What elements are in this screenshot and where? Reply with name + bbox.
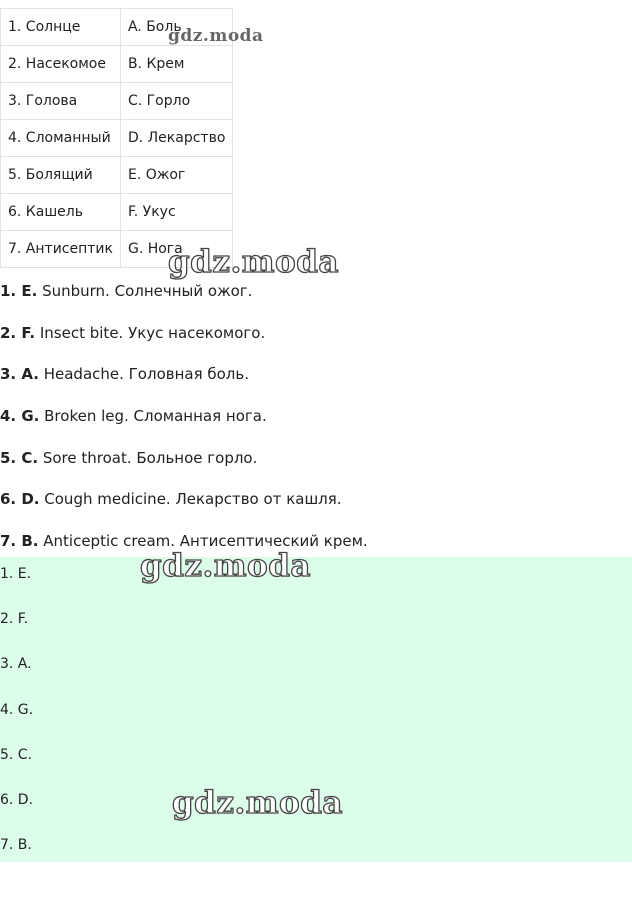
short-answer-item: 5. C. <box>0 746 33 763</box>
answer-number: 3. A. <box>0 365 39 384</box>
answer-number: 4. G. <box>0 407 40 426</box>
answer-number: 5. C. <box>0 448 39 467</box>
answer-text: Headache. Головная боль. <box>38 365 249 384</box>
list-item <box>0 366 632 408</box>
table-row <box>1 231 233 268</box>
table-cell-right: D. Лекарство <box>120 120 232 157</box>
short-answer-list <box>0 566 33 882</box>
list-item <box>0 408 632 450</box>
table-row <box>1 194 233 231</box>
table-cell-right: F. Укус <box>120 194 232 231</box>
table-row <box>1 9 233 46</box>
answer-number: 7. B. <box>0 532 39 551</box>
short-answer-item: 4. G. <box>0 701 34 718</box>
short-answer-item: 3. A. <box>0 656 32 673</box>
table-row <box>1 46 233 83</box>
list-item <box>0 325 632 367</box>
table-cell-left: 6. Кашель <box>1 194 121 231</box>
watermark-small: gdz.moda <box>168 26 264 46</box>
answer-text: Anticeptic cream. Антисептический крем. <box>38 532 368 551</box>
list-item <box>0 283 632 325</box>
table-cell-right: C. Горло <box>120 83 232 120</box>
table-cell-right: G. Нога <box>120 231 232 268</box>
matching-table <box>0 8 233 268</box>
answer-text: Broken leg. Сломанная нога. <box>39 407 267 426</box>
answer-text: Insect bite. Укус насекомого. <box>35 323 266 342</box>
table-cell-right: E. Ожог <box>120 157 232 194</box>
watermark: gdz.moda <box>168 244 339 280</box>
short-answer-item: 2. F. <box>0 611 29 628</box>
table-cell-left: 3. Голова <box>1 83 121 120</box>
answer-number: 6. D. <box>0 490 40 509</box>
answer-number: 1. E. <box>0 282 38 300</box>
table-cell-left: 4. Сломанный <box>1 120 121 157</box>
table-row <box>1 83 233 120</box>
short-answer-item: 6. D. <box>0 791 34 808</box>
table-cell-left: 5. Болящий <box>1 157 121 194</box>
short-answer-item: 7. B. <box>0 837 32 854</box>
answer-text: Sunburn. Солнечный ожог. <box>37 282 253 300</box>
list-item <box>0 450 632 492</box>
watermark: gdz.moda <box>172 785 343 821</box>
table-cell-right: A. Боль <box>120 9 232 46</box>
answer-number: 2. F. <box>0 323 36 342</box>
table-cell-left: 1. Солнце <box>1 9 121 46</box>
watermark: gdz.moda <box>140 548 311 584</box>
short-answer-item: 1. E. <box>0 566 32 582</box>
table-cell-left: 2. Насекомое <box>1 46 121 83</box>
table-cell-right: B. Крем <box>120 46 232 83</box>
table-row <box>1 157 233 194</box>
answer-list <box>0 283 632 575</box>
answer-text: Sore throat. Больное горло. <box>38 448 258 467</box>
table-row <box>1 120 233 157</box>
table-cell-left: 7. Антисептик <box>1 231 121 268</box>
list-item <box>0 491 632 533</box>
short-answers-block <box>0 557 632 862</box>
answer-text: Cough medicine. Лекарство от кашля. <box>39 490 342 509</box>
